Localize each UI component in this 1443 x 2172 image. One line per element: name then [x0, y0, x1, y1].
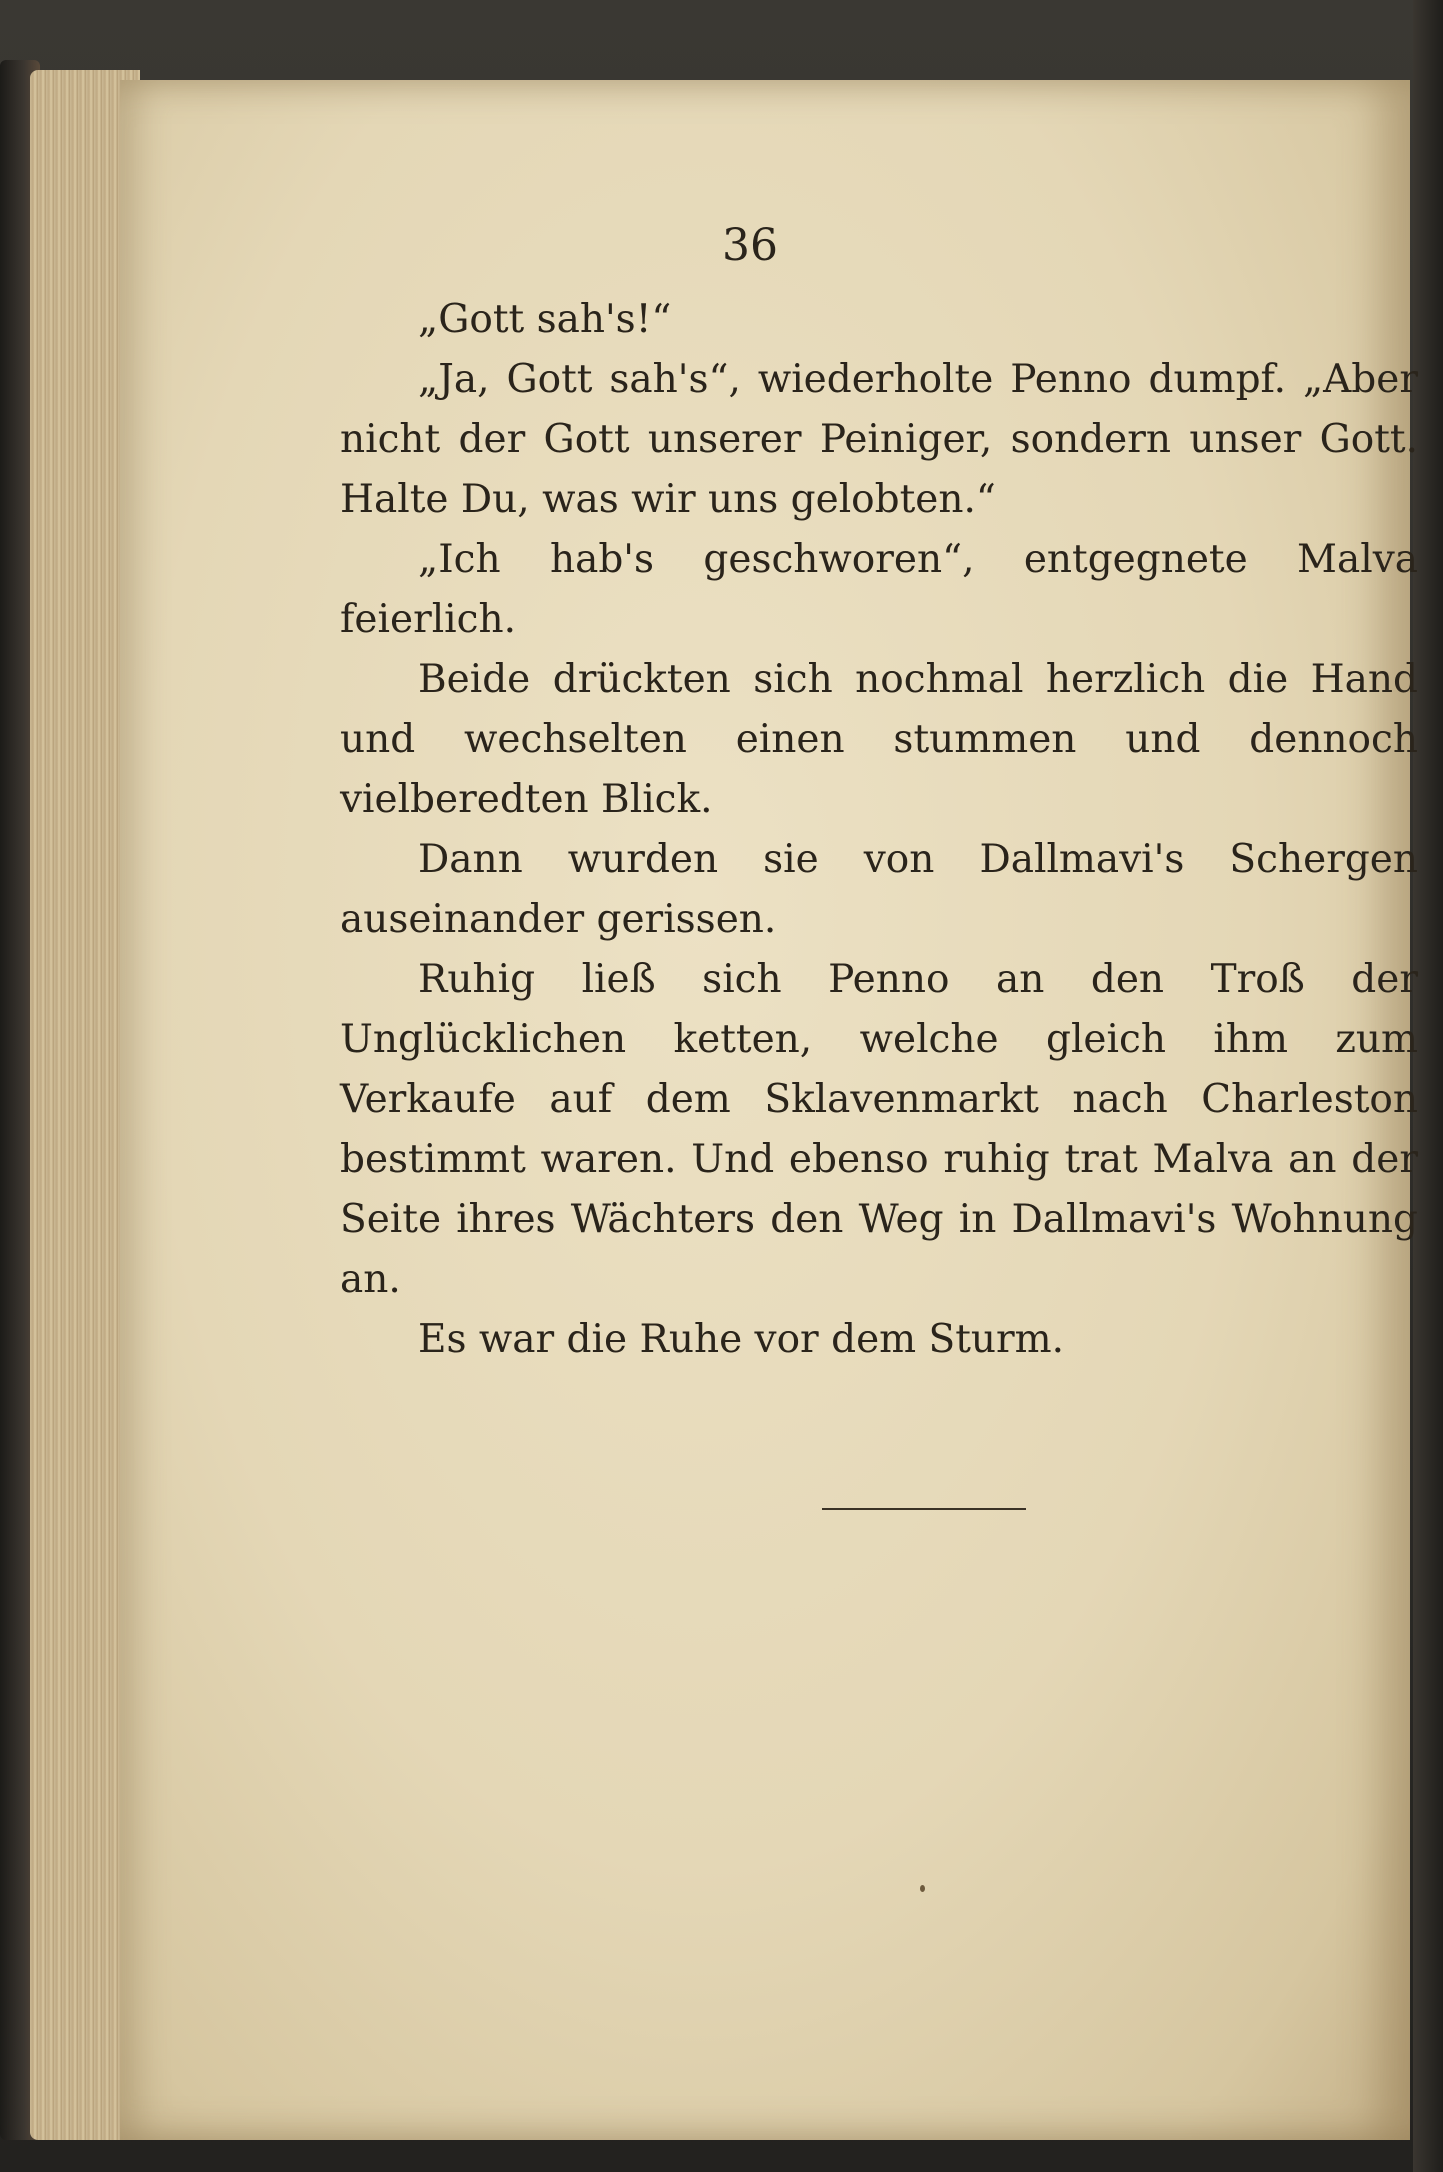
section-end-rule [822, 1508, 1026, 1510]
paragraph: „Gott sah's!“ [418, 297, 672, 342]
page-number: 36 [722, 220, 778, 271]
paragraph: Es war die Ruhe vor dem Sturm. [418, 1317, 1065, 1362]
paragraph: „Ja, Gott sah's“, wiederholte Penno dumpf. „Aber nicht der Gott unserer Peiniger, sondern unser Gott. Halte Du, was wir uns gelobten.“ [340, 357, 1418, 522]
text-block [340, 290, 1418, 1370]
paper-spot [920, 1885, 925, 1892]
book-page [120, 80, 1418, 2140]
paragraph: „Ich hab's geschworen“, entgegnete Malva feierlich. [340, 537, 1418, 642]
paragraph: Beide drückten sich nochmal herzlich die Hand und wechselten einen stummen und dennoch vielberedten Blick. [340, 657, 1418, 822]
paragraph: Ruhig ließ sich Penno an den Troß der Unglücklichen ketten, welche gleich ihm zum Verkaufe auf dem Sklavenmarkt nach Charleston bestimmt waren. Und ebenso ruhig trat Malva an der Seite ihres Wächters den Weg in Dallmavi's Wohnung an. [340, 957, 1418, 1302]
paragraph: Dann wurden sie von Dallmavi's Schergen auseinander gerissen. [340, 837, 1418, 942]
